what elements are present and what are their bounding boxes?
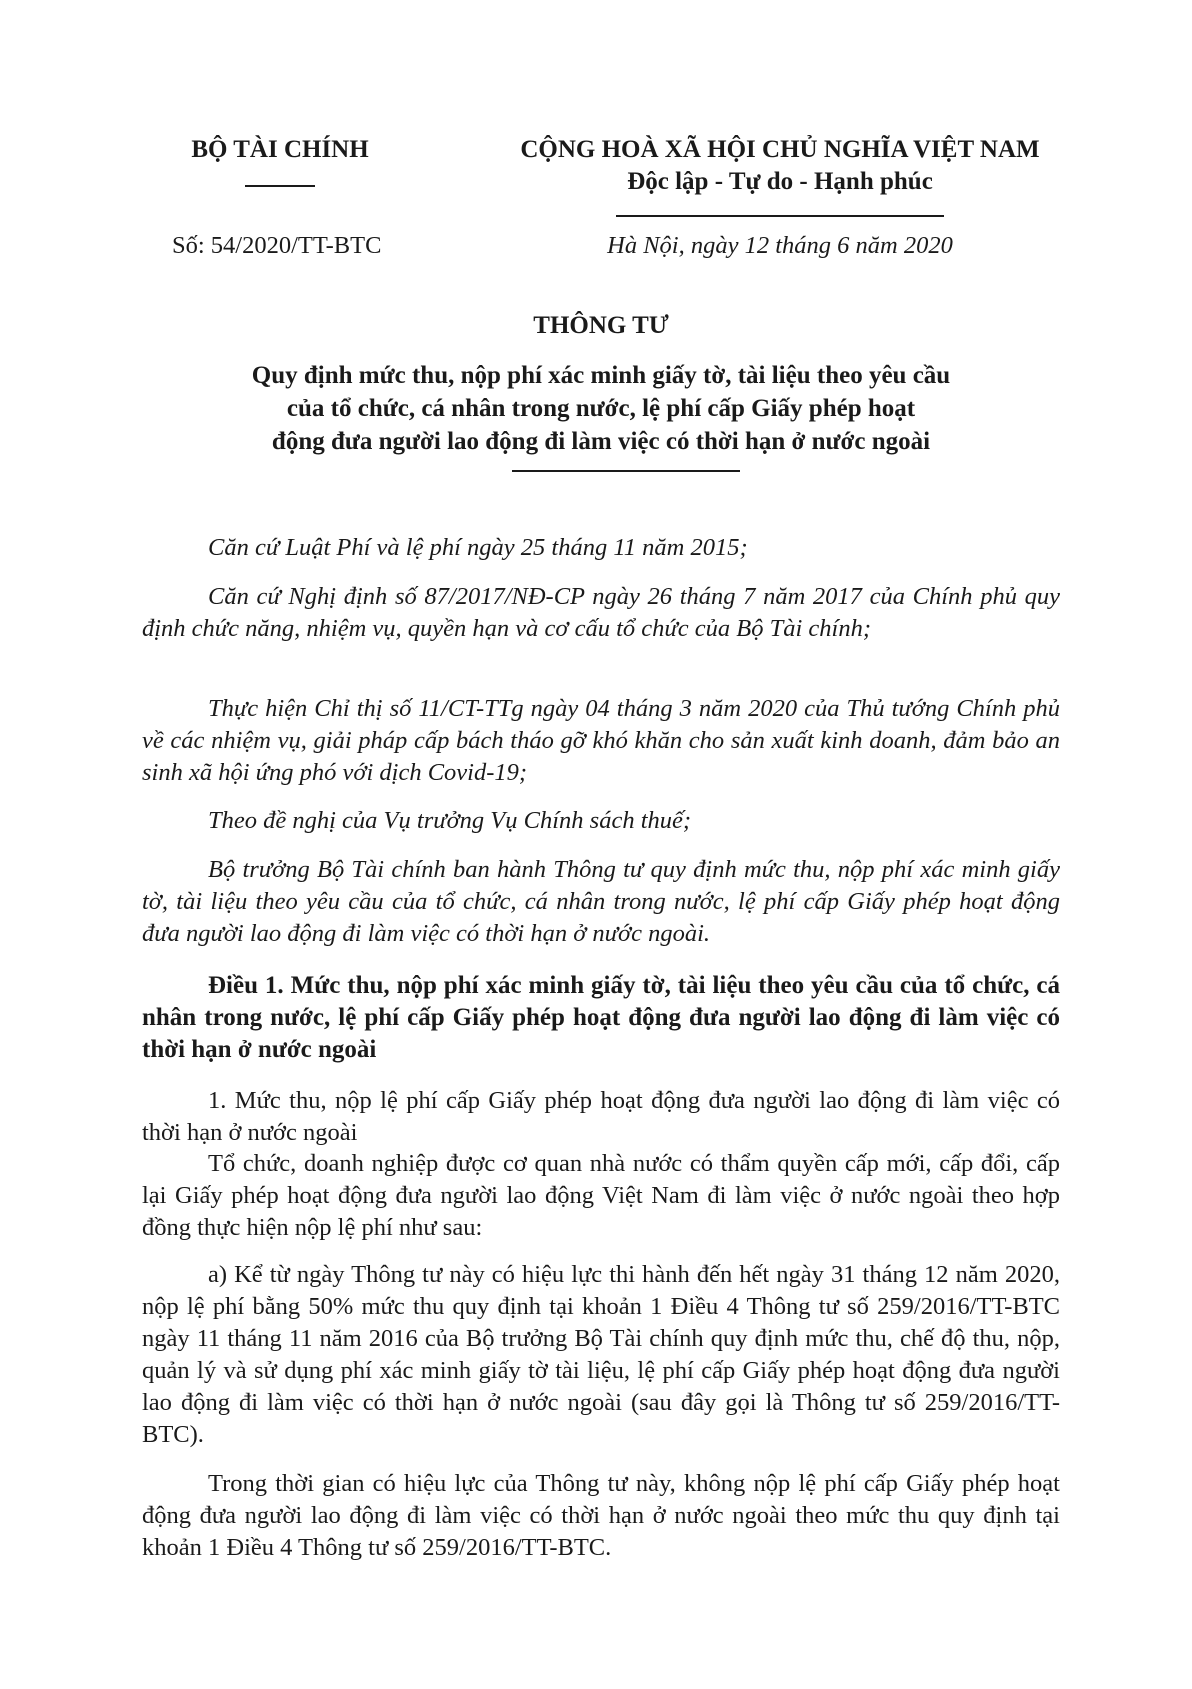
motto: Độc lập - Tự do - Hạnh phúc xyxy=(627,168,933,195)
article-1-heading: Điều 1. Mức thu, nộp phí xác minh giấy tờ, tài liệu theo yêu cầu của tổ chức, cá nhân trong nước, lệ phí cấp Giấy phép hoạt động đưa người lao động đi làm việc có thời hạn ở nước ngoài xyxy=(142,972,1060,1063)
doc-subject xyxy=(142,359,1060,458)
article-1-paragraph-2: Trong thời gian có hiệu lực của Thông tư này, không nộp lệ phí cấp Giấy phép hoạt động đưa người lao động đi làm việc có thời hạn ở nước ngoài theo mức thu quy định tại khoản 1 Điều 4 Thông tư số 259/2016/TT-BTC. xyxy=(142,1470,1060,1561)
article-1-item-a: a) Kể từ ngày Thông tư này có hiệu lực thi hành đến hết ngày 31 tháng 12 năm 2020, nộp lệ phí bằng 50% mức thu quy định tại khoản 1 Điều 4 Thông tư số 259/2016/TT-BTC ngày 11 tháng 11 năm 2016 của Bộ trưởng Bộ Tài chính quy định mức thu, chế độ thu, nộp, quản lý và sử dụng phí xác minh giấy tờ tài liệu, lệ phí cấp Giấy phép hoạt động đưa người lao động đi làm việc có thời hạn ở nước ngoài (sau đây gọi là Thông tư số 259/2016/TT-BTC). xyxy=(142,1261,1060,1448)
agency-name: BỘ TÀI CHÍNH xyxy=(191,136,369,163)
doc-type: THÔNG TƯ xyxy=(533,312,669,339)
subject-line-3: động đưa người lao động đi làm việc có thời hạn ở nước ngoài xyxy=(271,428,931,455)
subject-line-1: Quy định mức thu, nộp phí xác minh giấy tờ, tài liệu theo yêu cầu xyxy=(251,362,951,389)
article-1-paragraph-1: Tổ chức, doanh nghiệp được cơ quan nhà nước có thẩm quyền cấp mới, cấp đổi, cấp lại Giấy phép hoạt động đưa người lao động Việt Nam đi làm việc ở nước ngoài theo hợp đồng thực hiện nộp lệ phí như sau: xyxy=(142,1150,1060,1241)
preamble-directive: Thực hiện Chỉ thị số 11/CT-TTg ngày 04 tháng 3 năm 2020 của Thủ tướng Chính phủ về các nhiệm vụ, giải pháp cấp bách tháo gỡ khó khăn cho sản xuất kinh doanh, đảm bảo an sinh xã hội ứng phó với dịch Covid-19; xyxy=(142,695,1060,786)
preamble-decree: Căn cứ Nghị định số 87/2017/NĐ-CP ngày 26 tháng 7 năm 2017 của Chính phủ quy định chức năng, nhiệm vụ, quyền hạn và cơ cấu tổ chức của Bộ Tài chính; xyxy=(142,583,1060,642)
country-name: CỘNG HOÀ XÃ HỘI CHỦ NGHĨA VIỆT NAM xyxy=(520,136,1040,163)
article-1-item-1: 1. Mức thu, nộp lệ phí cấp Giấy phép hoạt động đưa người lao động đi làm việc có thời hạn ở nước ngoài xyxy=(142,1087,1060,1146)
title-underline xyxy=(512,470,740,472)
agency-underline xyxy=(245,185,315,187)
place-date: Hà Nội, ngày 12 tháng 6 năm 2020 xyxy=(607,232,953,259)
preamble-proposal: Theo đề nghị của Vụ trưởng Vụ Chính sách thuế; xyxy=(208,807,692,834)
preamble-law: Căn cứ Luật Phí và lệ phí ngày 25 tháng 11 năm 2015; xyxy=(208,534,748,561)
subject-line-2: của tổ chức, cá nhân trong nước, lệ phí cấp Giấy phép hoạt xyxy=(286,395,916,422)
motto-underline xyxy=(616,215,944,217)
preamble-minister: Bộ trưởng Bộ Tài chính ban hành Thông tư quy định mức thu, nộp phí xác minh giấy tờ, tài liệu theo yêu cầu của tổ chức, cá nhân trong nước, lệ phí cấp Giấy phép hoạt động đưa người lao động đi làm việc có thời hạn ở nước ngoài. xyxy=(142,856,1060,947)
doc-number: Số: 54/2020/TT-BTC xyxy=(172,232,382,259)
